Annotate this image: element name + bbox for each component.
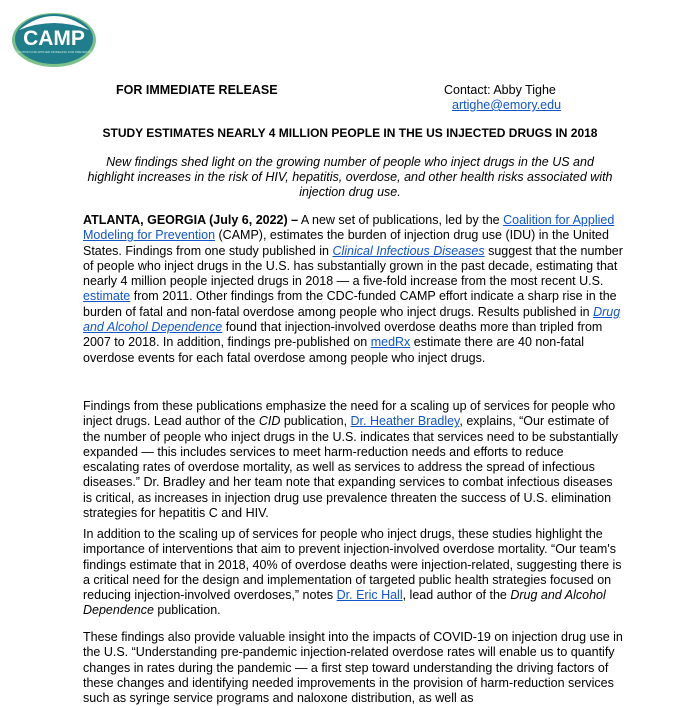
bradley-link[interactable]: Dr. Heather Bradley xyxy=(350,414,460,429)
estimate-link[interactable]: estimate xyxy=(83,289,131,304)
camp-logo xyxy=(10,8,98,68)
p1-text-2: (CAMP), estimates the burden of injection drug use (IDU) in the United States. Findings from one study published in xyxy=(83,228,609,258)
paragraph-1 xyxy=(83,213,623,366)
p4-text-1: These findings also provide valuable insight into the impacts of COVID-19 on injection drug use in the U.S. “Understanding pre-pandemic injection-related overdose rates will enable us to quantify changes in rates during the pandemic — a first step toward understanding the driving factors of these changes and identifying needed improvements in the provision of harm-reduction services such as syringe service programs and naloxone distribution, as well as xyxy=(83,630,623,706)
headline: STUDY ESTIMATES NEARLY 4 MILLION PEOPLE IN THE US INJECTED DRUGS IN 2018 xyxy=(102,126,598,140)
p1-text-3: suggest that the number of people who inject drugs in the U.S. has substantially grown in the past decade, estimating that nearly 4 million people injected drugs in 2018 — a five-fold increase from the most recent U.S. xyxy=(83,243,623,289)
logo-subtitle: COALITION FOR APPLIED MODELING FOR PREVENTION xyxy=(13,50,95,54)
cid-abbrev: CID xyxy=(258,414,281,429)
hall-link[interactable]: Dr. Eric Hall xyxy=(336,588,403,603)
p1-text-5: found that injection-involved overdose deaths more than tripled from 2007 to 2018. In addition, findings pre-published on xyxy=(83,320,603,350)
p1-text-4: from 2011. Other findings from the CDC-funded CAMP effort indicate a sharp rise in the burden of fatal and non-fatal overdose among people who inject drugs. Results published in xyxy=(83,289,617,319)
dateline: ATLANTA, GEORGIA (July 6, 2022) – xyxy=(83,213,299,227)
p1-text-6: estimate there are 40 non-fatal overdose events for each fatal overdose among people who inject drugs. xyxy=(83,335,585,365)
dad-journal-title: Drug and Alcohol Dependence xyxy=(83,304,621,335)
p1-text-1: A new set of publications, led by the xyxy=(298,213,504,227)
p3-text-1: In addition to the scaling up of services for people who inject drugs, these studies highlight the importance of interventions that aim to prevent injection-involved overdose mortality. “Our team's findings estimate that in 2018, 40% of overdose deaths were injection-related, suggesting there is a critical need for the design and implementation of targeted public health strategies focused on reducing injection-involved overdoses,” notes xyxy=(83,527,622,603)
contact-block xyxy=(444,83,561,113)
contact-email-link[interactable]: artighe@emory.edu xyxy=(452,98,562,112)
logo-text: CAMP xyxy=(23,27,85,50)
cid-journal-link[interactable] xyxy=(332,244,484,258)
p2-text-1: Findings from these publications emphasize the need for a scaling up of services for people who inject drugs. Lead author of the xyxy=(83,399,616,429)
medrx-link[interactable]: medRx xyxy=(370,335,411,350)
paragraph-4 xyxy=(83,630,623,706)
p2-text-2: publication, xyxy=(280,414,351,429)
camp-link[interactable]: Coalition for Applied Modeling for Prevention xyxy=(83,213,615,243)
camp-logo-graphic xyxy=(10,8,98,68)
paragraph-3 xyxy=(83,527,623,619)
p3-text-2: , lead author of the xyxy=(402,588,511,603)
dad-title: Drug and Alcohol Dependence xyxy=(83,588,606,618)
contact-label: Contact: Abby Tighe xyxy=(444,83,556,97)
release-label: FOR IMMEDIATE RELEASE xyxy=(116,83,278,97)
subheadline: New findings shed light on the growing number of people who inject drugs in the US and highlight increases in the risk of HIV, hepatitis, overdose, and other health risks associated with injection drug use. xyxy=(87,155,613,199)
p2-text-3: , explains, “Our estimate of the number of people who inject drugs in the U.S. indicates that services need to be substantially expanded — this includes services to meet harm-reduction needs and efforts to reduce escalating rates of overdose mortality, as well as services to address the spread of infectious diseases.” Dr. Bradley and her team note that expanding services to combat infectious diseases is critical, as increases in injection drug use prevalence threaten the success of U.S. elimination strategies for hepatitis C and HIV. xyxy=(83,414,619,521)
p3-text-3: publication. xyxy=(153,603,221,618)
paragraph-2 xyxy=(83,399,623,521)
cid-journal-title: Clinical Infectious Diseases xyxy=(332,243,485,258)
